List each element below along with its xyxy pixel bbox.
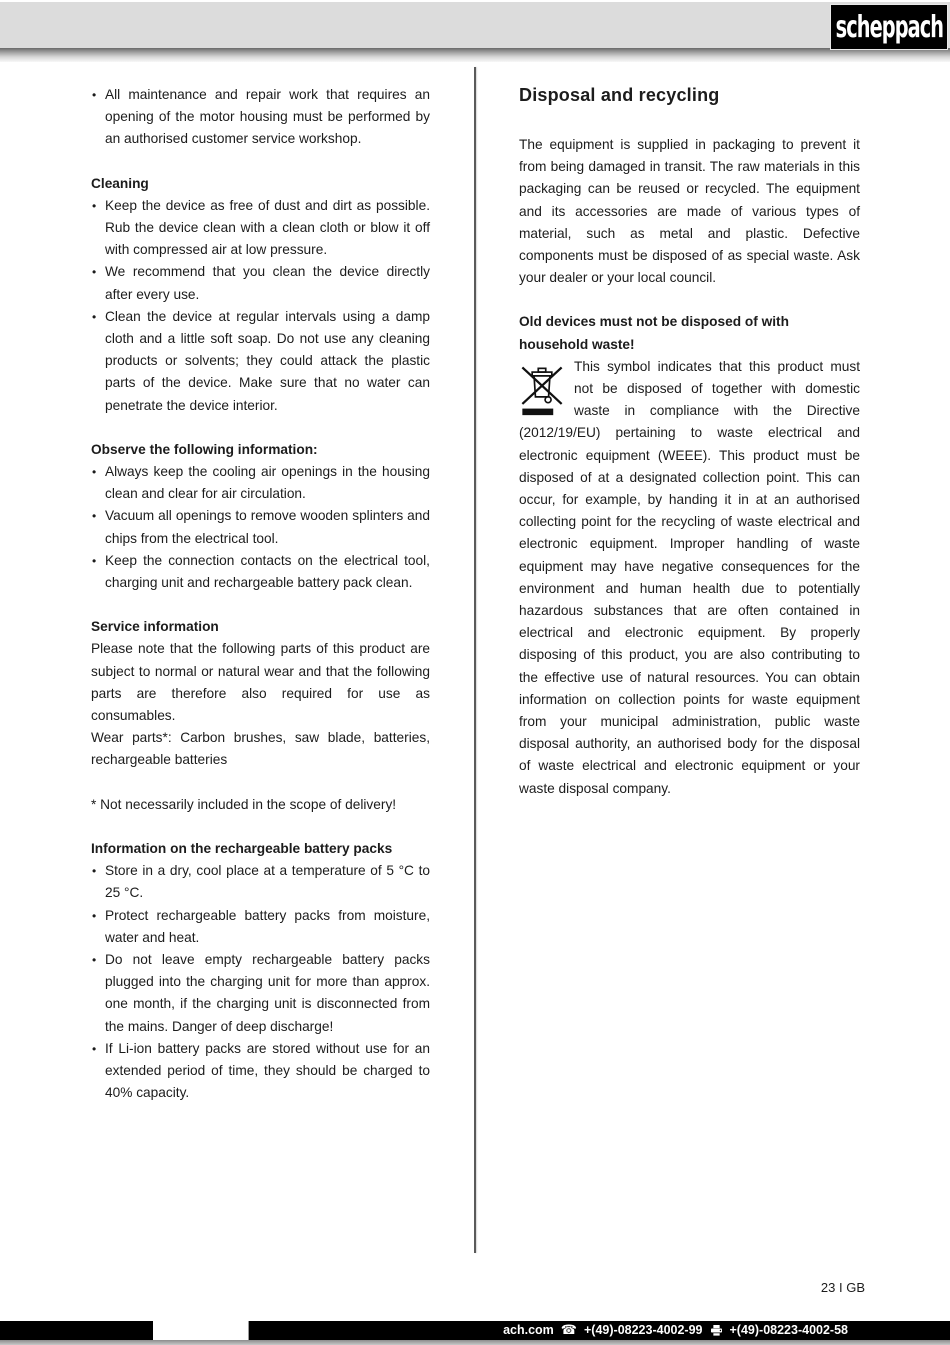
list-item: • Vacuum all openings to remove wooden splinters and chips from the electrical tool. — [91, 505, 430, 549]
footer-fax-number: +(49)-08223-4002-58 — [729, 1323, 848, 1337]
footer-contact — [503, 1321, 848, 1340]
maintenance-list — [91, 84, 430, 151]
header-shadow — [0, 48, 950, 62]
list-item: • All maintenance and repair work that requires an opening of the motor housing must be performed by an authorised customer service workshop. — [91, 84, 430, 151]
scheppach-logo-text: scheppach — [835, 9, 943, 45]
cleaning-list — [91, 195, 430, 417]
fax-icon — [710, 1325, 723, 1336]
section-heading-cleaning: Cleaning — [91, 175, 149, 191]
phone-icon: ☎ — [560, 1323, 577, 1338]
footer-white-notch — [153, 1321, 249, 1340]
list-item: • Keep the device as free of dust and dirt as possible. Rub the device clean with a clean cloth or blow it off with compressed air at low pressure. — [91, 195, 430, 262]
service-paragraph: Please note that the following parts of this product are subject to normal or natural wear and that the following parts are therefore also required for use as consumables. — [91, 641, 430, 724]
list-item: • If Li-ion battery packs are stored without use for an extended period of time, they should be charged to 40% capacity. — [91, 1038, 430, 1105]
list-item: • Protect rechargeable battery packs from moisture, water and heat. — [91, 905, 430, 949]
footer-phone-number: +(49)-08223-4002-99 — [584, 1323, 703, 1337]
disposal-intro-paragraph: The equipment is supplied in packaging to prevent it from being damaged in transit. The raw materials in this packaging can be reused or recycled. The equipment and its accessories are made of various types of material, such as metal and plastic. Defective components must be disposed of as special waste. Ask your dealer or your local council. — [519, 137, 860, 286]
right-column — [519, 84, 860, 800]
header-band — [0, 2, 950, 48]
delivery-scope-note: * Not necessarily included in the scope of delivery! — [91, 796, 397, 812]
list-item: • Do not leave empty rechargeable battery packs plugged into the charging unit for more than approx. one month, if the charging unit is disconnected from the mains. Danger of deep discharge! — [91, 949, 430, 1038]
footer-website: ach.com — [503, 1323, 554, 1337]
footer-bar — [0, 1321, 950, 1340]
list-item: • Always keep the cooling air openings in the housing clean and clear for air circulation. — [91, 461, 430, 505]
observe-list — [91, 461, 430, 594]
footer-bottom-strip — [0, 1340, 950, 1345]
section-heading-old-devices: Old devices must not be disposed of with household waste! — [519, 314, 789, 352]
list-item: • Keep the connection contacts on the electrical tool, charging unit and rechargeable battery pack clean. — [91, 550, 430, 594]
wear-parts-paragraph: Wear parts*: Carbon brushes, saw blade, batteries, rechargeable batteries — [91, 730, 430, 768]
list-item: • We recommend that you clean the device directly after every use. — [91, 261, 430, 305]
weee-paragraph — [519, 356, 860, 800]
page-title: Disposal and recycling — [519, 85, 720, 105]
weee-text: This symbol indicates that this product must not be disposed of together with domestic waste in compliance with the Directive (2012/19/EU) pertaining to waste electrical and electronic equipment (WEEE). This product must be disposed of at a designated collection point. This can occur, for example, by handing it in at an authorised collecting point for the recycling of waste electrical and electronic equipment. Improper handling of waste equipment may have negative consequences for the environment and human health due to potentially hazardous substances that are often contained in electrical and electronic equipment. By properly disposing of this product, you are also contributing to the effective use of natural resources. You can obtain information on collection points for waste equipment from your municipal administration, public waste disposal authority, an authorised body for the disposal of waste electrical and electronic equipment or your waste disposal company. — [519, 358, 860, 796]
weee-crossed-out-bin-icon — [519, 359, 565, 417]
section-heading-service: Service information — [91, 619, 219, 635]
section-heading-observe: Observe the following information: — [91, 441, 318, 457]
section-heading-battery: Information on the rechargeable battery packs — [91, 840, 393, 856]
battery-list — [91, 860, 430, 1104]
page-number: 23 I GB — [820, 1280, 865, 1295]
scheppach-logo — [830, 4, 948, 50]
column-divider — [474, 67, 476, 1253]
list-item: • Store in a dry, cool place at a temperature of 5 °C to 25 °C. — [91, 860, 430, 904]
list-item: • Clean the device at regular intervals using a damp cloth and a little soft soap. Do not use any cleaning products or solvents; they could attack the plastic parts of the device. Make sure that no water can penetrate the device interior. — [91, 306, 430, 417]
left-column — [91, 84, 430, 1104]
